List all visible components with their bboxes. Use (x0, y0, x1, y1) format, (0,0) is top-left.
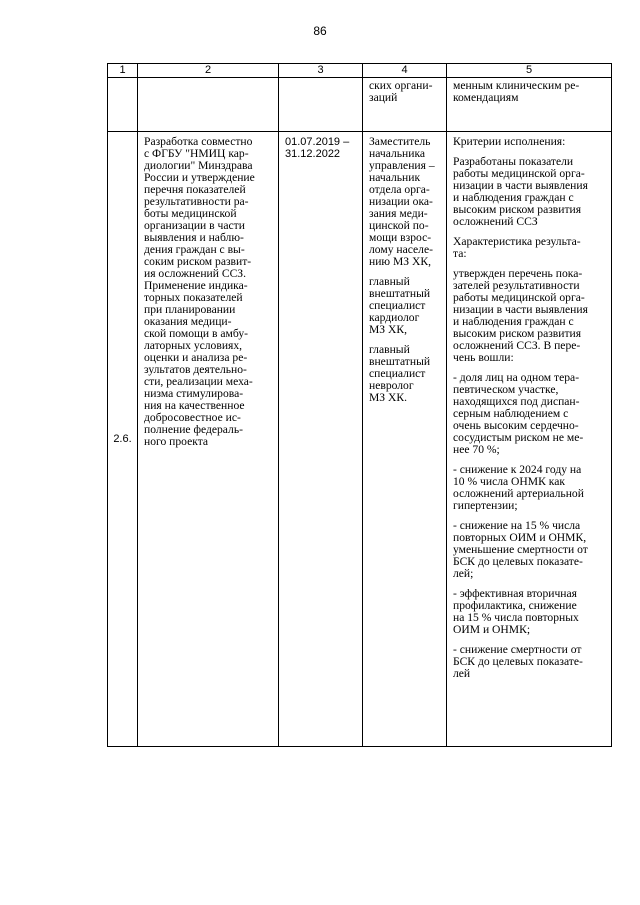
column-header-3: 3 (279, 64, 363, 78)
row-dates: 01.07.2019 – 31.12.2022 (285, 136, 350, 160)
continuation-cell-number (108, 78, 138, 132)
column-header-1: 1 (108, 64, 138, 78)
criteria-paragraph: - эффективная вторичная профилактика, снижение на 15 % числа повторных ОИМ и ОНМК; (453, 587, 579, 636)
criteria-paragraph: - доля лиц на одном тера- певтическом участке, находящихся под диспан- серным наблюдением с очень высоким сердечно- сосудистым риском не ме- нее 70 %; (453, 371, 584, 456)
criteria-paragraph: Критерии исполнения: (453, 135, 566, 148)
measures-table (107, 63, 612, 747)
continuation-cell-responsible (363, 78, 447, 132)
row-description: Разработка совместно с ФГБУ "НМИЦ кар- диологии" Минздрава России и утверждение перечня показателей результативности ра- боты медицинской организации в части выявления и наблю- дения граждан с вы- соким риском развит- ия осложнений ССЗ. Применение индика- торных показателей при планировании оказания медици- ской помощи в амбу- латорных условиях, оценки и анализа ре- зультатов деятельно- сти, реализации меха- низма стимулирова- ния на качественное добросовестное ис- полнение федераль- ного проекта (144, 135, 255, 448)
row-description-cell (138, 132, 279, 747)
continuation-cell-dates (279, 78, 363, 132)
row-criteria-cell (447, 132, 612, 747)
continuation-responsible-text: ских органи- заций (369, 79, 433, 104)
column-header-4: 4 (363, 64, 447, 78)
column-header-5: 5 (447, 64, 612, 78)
row-responsible-cell (363, 132, 447, 747)
responsible-entry: главный внештатный специалист кардиолог МЗ ХК, (369, 275, 431, 336)
responsible-entry: Заместитель начальника управления – начальник отдела орга- низации ока- зания меди- цинской по- мощи взрос- лому населе- нию МЗ ХК, (369, 135, 435, 268)
continuation-cell-criteria (447, 78, 612, 132)
column-header-2: 2 (138, 64, 279, 78)
criteria-paragraph: утвержден перечень пока- зателей результативности работы медицинской орга- низации в части выявления и наблюдения граждан с высоким риском развития осложнений ССЗ. В пере- чень вошли: (453, 267, 588, 364)
table-row (108, 132, 612, 747)
continuation-criteria-text: менным клиническим ре- комендациям (453, 79, 580, 104)
criteria-paragraph: - снижение к 2024 году на 10 % числа ОНМК как осложнений артериальной гипертензии; (453, 463, 584, 512)
criteria-paragraph: Разработаны показатели работы медицинской орга- низации в части выявления и наблюдения граждан с высоким риском развития осложнений ССЗ (453, 155, 588, 228)
continuation-row (108, 78, 612, 132)
column-number-header-row (108, 64, 612, 78)
page-number: 86 (313, 24, 327, 38)
row-dates-cell (279, 132, 363, 747)
criteria-paragraph: - снижение смертности от БСК до целевых показате- лей (453, 643, 583, 680)
row-number: 2.6. (108, 132, 138, 747)
criteria-paragraph: - снижение на 15 % числа повторных ОИМ и ОНМК, уменьшение смертности от БСК до целевых показате- лей; (453, 519, 588, 580)
continuation-cell-description (138, 78, 279, 132)
criteria-paragraph: Характеристика результа- та: (453, 235, 581, 260)
responsible-entry: главный внештатный специалист невролог МЗ ХК. (369, 343, 431, 404)
